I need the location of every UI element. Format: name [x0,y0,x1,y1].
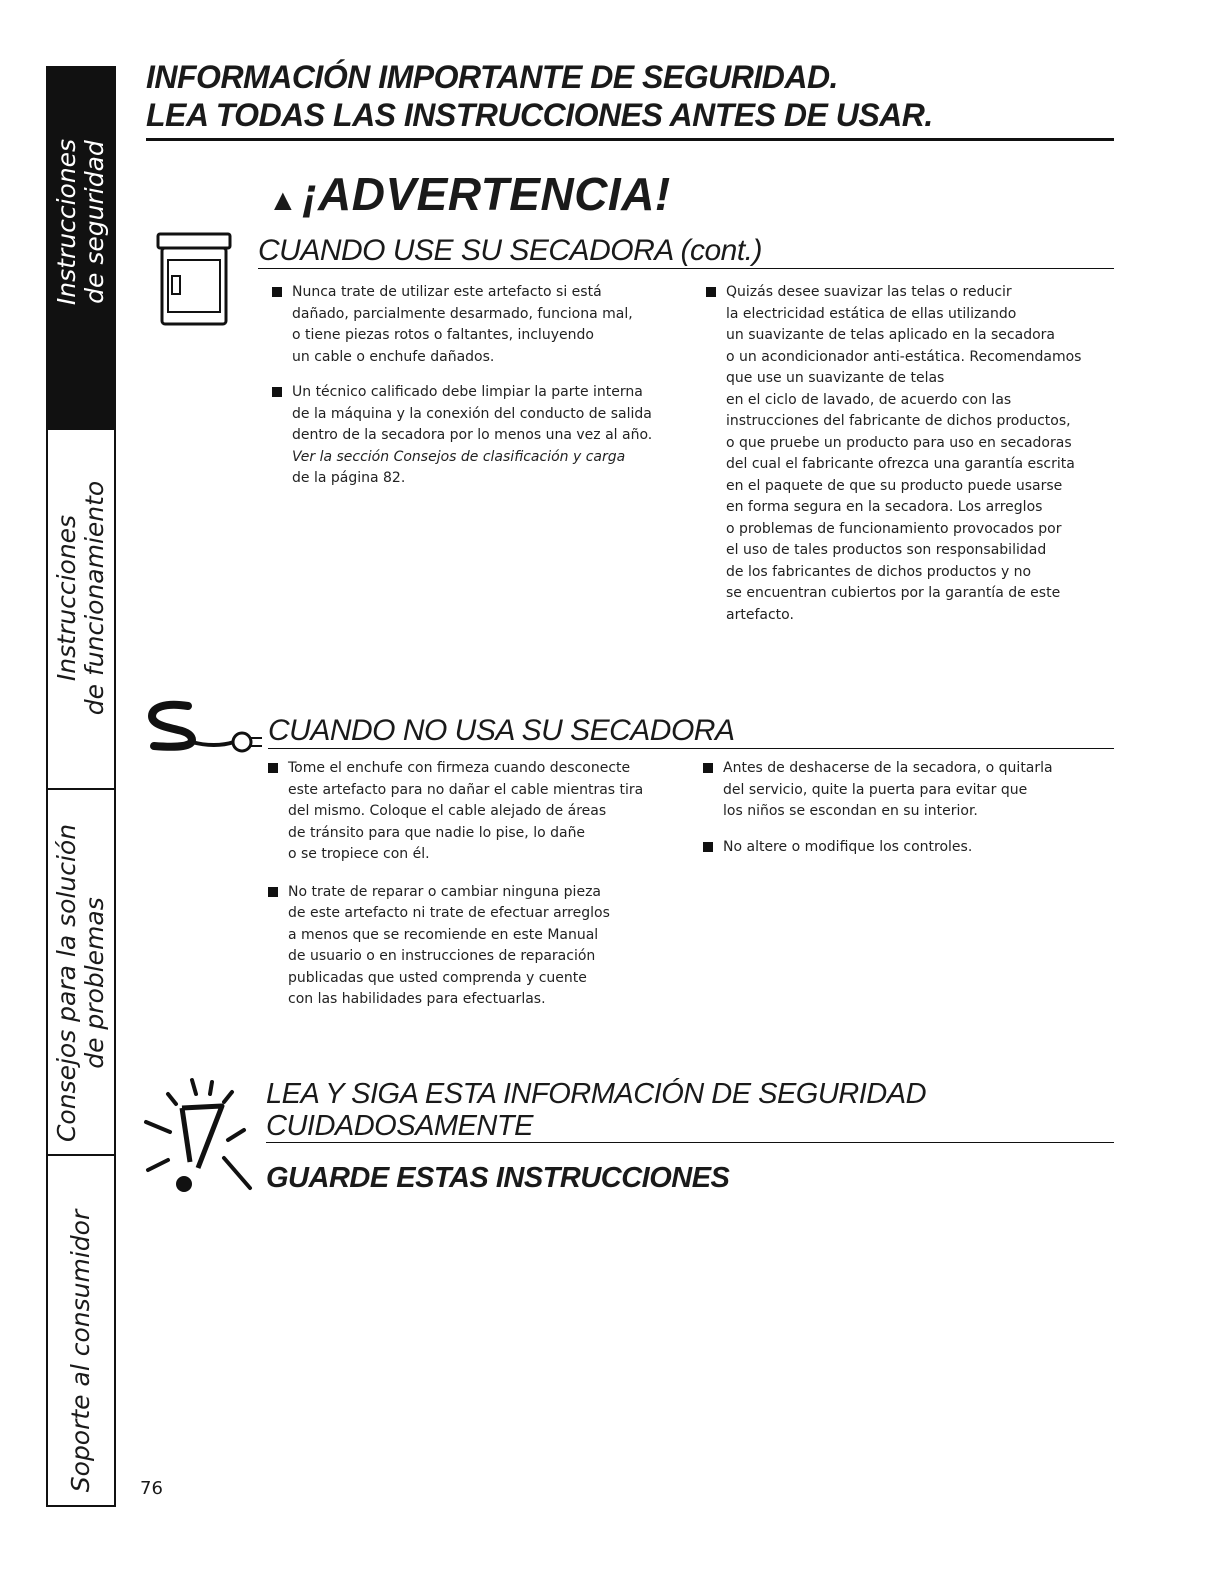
section2-right-column [703,758,1115,868]
section-title-cuando-no-usa: CUANDO NO USA SU SECADORA [268,714,1114,749]
warning-triangle-icon: ▲ [268,184,299,217]
section1-left-column [272,282,692,500]
tab-label: Instrucciones de seguridad [52,138,109,305]
warning-heading [268,166,671,229]
list-item: No trate de reparar o cambiar ninguna pieza de este artefacto ni trate de efectuar arreglos a menos que se recomiende en este Manual de usuario o en instrucciones de reparación publicadas que usted comprenda y cuente con las habilidades para efectuarlas. [268,882,688,1011]
section-title-cuando-use: CUANDO USE SU SECADORA (cont.) [258,234,1114,269]
header-line-2: LEA TODAS LAS INSTRUCCIONES ANTES DE USAR. [146,97,933,133]
final-safety-title: LEA Y SIGA ESTA INFORMACIÓN DE SEGURIDAD CUIDADOSAMENTE [266,1078,1114,1143]
tab-soporte-al-consumidor[interactable] [48,1154,114,1505]
dryer-icon [154,232,234,328]
section1-right-column [706,282,1118,636]
safety-alert-icon [140,1068,260,1202]
tab-label: Consejos para la solución de problemas [52,823,109,1142]
list-item: Antes de deshacerse de la secadora, o quitarla del servicio, quite la puerta para evitar que los niños se escondan en su interior. [703,758,1115,823]
page-number: 76 [140,1478,163,1499]
page-header [146,58,1114,141]
tab-consejos-solucion-problemas[interactable] [48,788,114,1154]
header-line-1: INFORMACIÓN IMPORTANTE DE SEGURIDAD. [146,59,838,95]
save-instructions-heading: GUARDE ESTAS INSTRUCCIONES [266,1162,730,1194]
list-item: Tome el enchufe con firmeza cuando desconecte este artefacto para no dañar el cable mientras tira del mismo. Coloque el cable alejado de áreas de tránsito para que nadie lo pise, lo dañe o se tropiece con él. [268,758,688,866]
side-tab-bar [46,66,116,1507]
list-item: Quizás desee suavizar las telas o reducir la electricidad estática de ellas utilizando un suavizante de telas aplicado en la secadora o un acondicionador anti-estática. Recomendamos que use un suavizante de telas en el ciclo de lavado, de acuerdo con las instrucciones del fabricante de dichos productos, o que pruebe un producto para uso en secadoras del cual el fabricante ofrezca una garantía escrita en el paquete de que su producto puede usarse en forma segura en la secadora. Los arreglos o problemas de funcionamiento provocados por el uso de tales productos son responsabilidad de los fabricantes de dichos productos y no se encuentran cubiertos por la garantía de este artefacto. [706,282,1118,626]
power-cord-icon [144,696,266,760]
list-item: Nunca trate de utilizar este artefacto si está dañado, parcialmente desarmado, funciona mal, o tiene piezas rotos o faltantes, incluyendo un cable o enchufe dañados. [272,282,692,368]
tab-label: Instrucciones de funcionamiento [52,481,109,716]
section2-left-column [268,758,688,1021]
list-item: No altere o modifique los controles. [703,837,1115,859]
list-item: Un técnico calificado debe limpiar la parte interna de la máquina y la conexión del conducto de salida dentro de la secadora por lo menos una vez al año. Ver la sección Consejos de clasificación y carga de la página 82. [272,382,692,490]
tab-instrucciones-de-seguridad[interactable] [48,66,114,428]
tab-instrucciones-de-funcionamiento[interactable] [48,428,114,788]
warning-title: ¡ADVERTENCIA! [302,168,671,220]
tab-label: Soporte al consumidor [66,1210,95,1493]
